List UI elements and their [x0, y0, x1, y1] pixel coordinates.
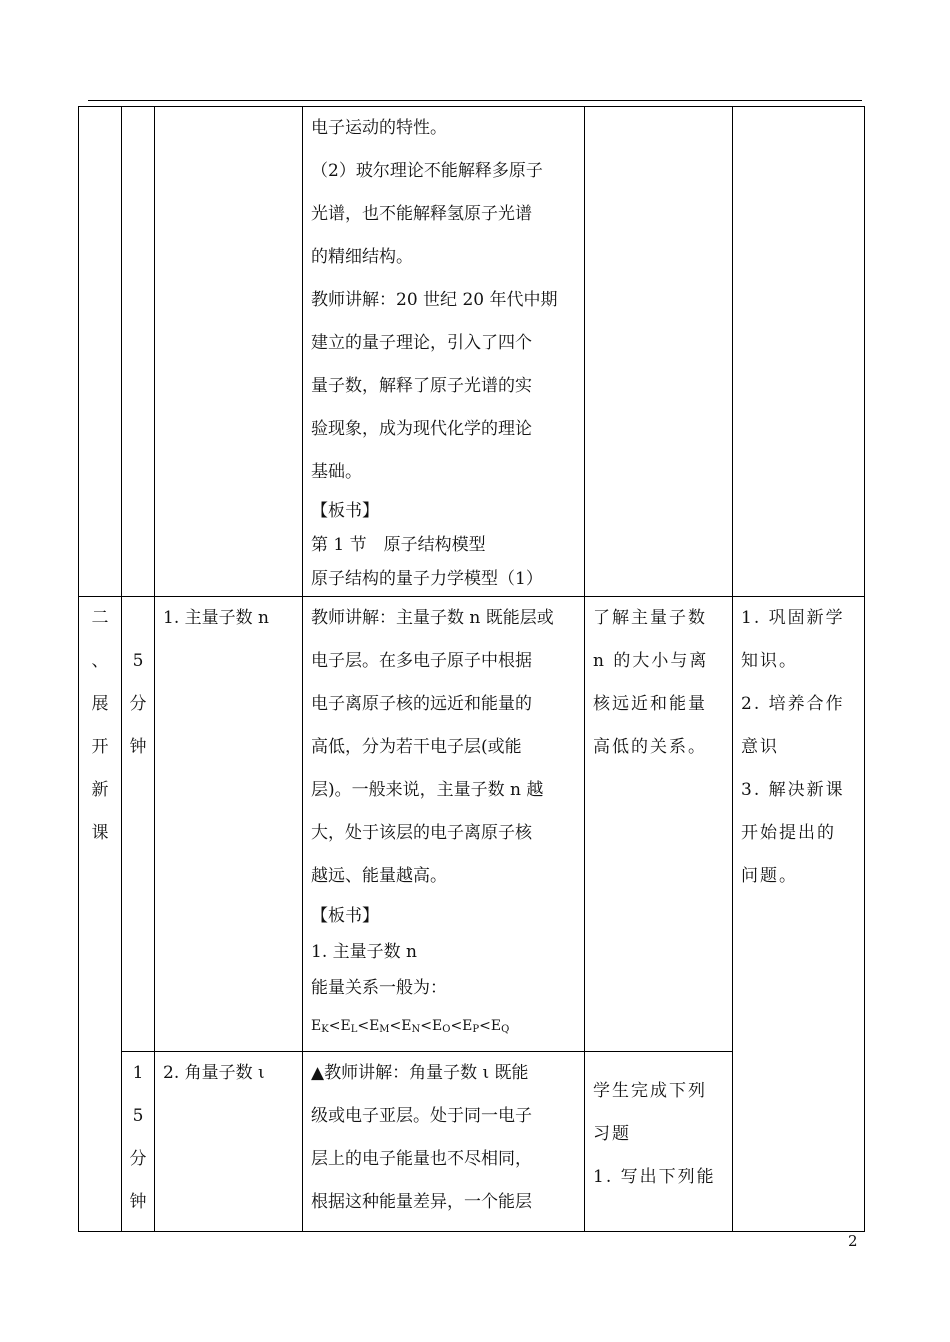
student-line: 习题 [593, 1124, 631, 1144]
stage-cell [79, 597, 122, 1232]
stage-cell [79, 107, 122, 597]
table-row [79, 107, 865, 597]
content-line: 大，处于该层的电子离原子核 [311, 823, 532, 843]
time-char: 分 [129, 694, 147, 714]
content-line: ▲教师讲解：角量子数 ι 既能 [311, 1063, 529, 1083]
header-rule [88, 100, 862, 101]
content-cell [303, 107, 585, 597]
content-cell [303, 1052, 585, 1232]
content-line: 层)。一般来说，主量子数 n 越 [311, 780, 544, 800]
time-cell [122, 107, 155, 597]
intent-line: 1. 巩固新学 [741, 608, 845, 628]
content-line: 层上的电子能量也不尽相同， [311, 1149, 532, 1169]
stage-char: 二 [91, 608, 109, 628]
content-line: 量子数，解释了原子光谱的实 [311, 376, 532, 396]
time-cell [122, 1052, 155, 1232]
student-line: 核远近和能量 [593, 694, 707, 714]
intent-line: 问题。 [741, 866, 798, 886]
content-line: 电子运动的特性。 [311, 118, 447, 138]
content-line: 的精细结构。 [311, 247, 413, 267]
energy-order-formula: $E_K<E_L<E_M<E_N<E_O<E_P<E_Q$ [311, 1018, 510, 1035]
design-intent-cell [733, 597, 865, 1232]
intent-line: 开始提出的 [741, 823, 836, 843]
time-char: 钟 [129, 1192, 147, 1212]
time-cell [122, 597, 155, 1052]
lesson-plan-table [78, 106, 865, 1232]
stage-char: 新 [91, 780, 109, 800]
content-line: 【板书】 [311, 906, 379, 926]
content-line: 基础。 [311, 462, 362, 482]
topic-cell [155, 597, 303, 1052]
content-cell [303, 597, 585, 1052]
content-line: 【板书】 [311, 501, 379, 521]
time-char: 分 [129, 1149, 147, 1169]
content-line: 第 1 节 原子结构模型 [311, 535, 486, 555]
stage-char: 展 [91, 694, 109, 714]
content-line: 教师讲解：20 世纪 20 年代中期 [311, 290, 558, 310]
student-line: 高低的关系。 [593, 737, 707, 757]
intent-line: 知识。 [741, 651, 798, 671]
content-line: 能量关系一般为： [311, 978, 447, 998]
page-number: 2 [848, 1232, 858, 1250]
content-line: 越远、能量越高。 [311, 866, 447, 886]
content-line: 验现象，成为现代化学的理论 [311, 419, 532, 439]
topic-label: 1. 主量子数 n [163, 608, 269, 628]
topic-cell [155, 107, 303, 597]
content-line: 教师讲解：主量子数 n 既能层或 [311, 608, 554, 628]
content-line: 1. 主量子数 n [311, 942, 417, 962]
intent-line: 3. 解决新课 [741, 780, 845, 800]
student-activity-cell [585, 1052, 733, 1232]
content-line: 建立的量子理论，引入了四个 [311, 333, 532, 353]
topic-label: 2. 角量子数 ι [163, 1063, 265, 1083]
stage-char: 开 [91, 737, 109, 757]
topic-cell [155, 1052, 303, 1232]
student-line: 学生完成下列 [593, 1081, 707, 1101]
design-intent-cell [733, 107, 865, 597]
content-line: 高低，分为若干电子层(或能 [311, 737, 522, 757]
intent-line: 2. 培养合作 [741, 694, 845, 714]
content-line: 电子离原子核的远近和能量的 [311, 694, 532, 714]
student-line: 了解主量子数 [593, 608, 707, 628]
table-row [79, 597, 865, 1052]
student-activity-cell [585, 107, 733, 597]
content-line: 原子结构的量子力学模型（1） [311, 569, 543, 589]
student-activity-cell [585, 597, 733, 1052]
content-line: 电子层。在多电子原子中根据 [311, 651, 532, 671]
time-char: 钟 [129, 737, 147, 757]
time-char: 5 [132, 651, 144, 671]
student-line: n 的大小与离 [593, 651, 709, 671]
content-line: 根据这种能量差异，一个能层 [311, 1192, 532, 1212]
stage-char: 课 [91, 823, 109, 843]
time-char: 5 [132, 1106, 144, 1126]
student-line: 1. 写出下列能 [593, 1167, 716, 1187]
stage-char: 、 [91, 651, 109, 671]
time-char: 1 [132, 1063, 144, 1083]
content-line: 级或电子亚层。处于同一电子 [311, 1106, 532, 1126]
content-line: 光谱，也不能解释氢原子光谱 [311, 204, 532, 224]
content-line: （2）玻尔理论不能解释多原子 [311, 161, 543, 181]
intent-line: 意识 [741, 737, 779, 757]
